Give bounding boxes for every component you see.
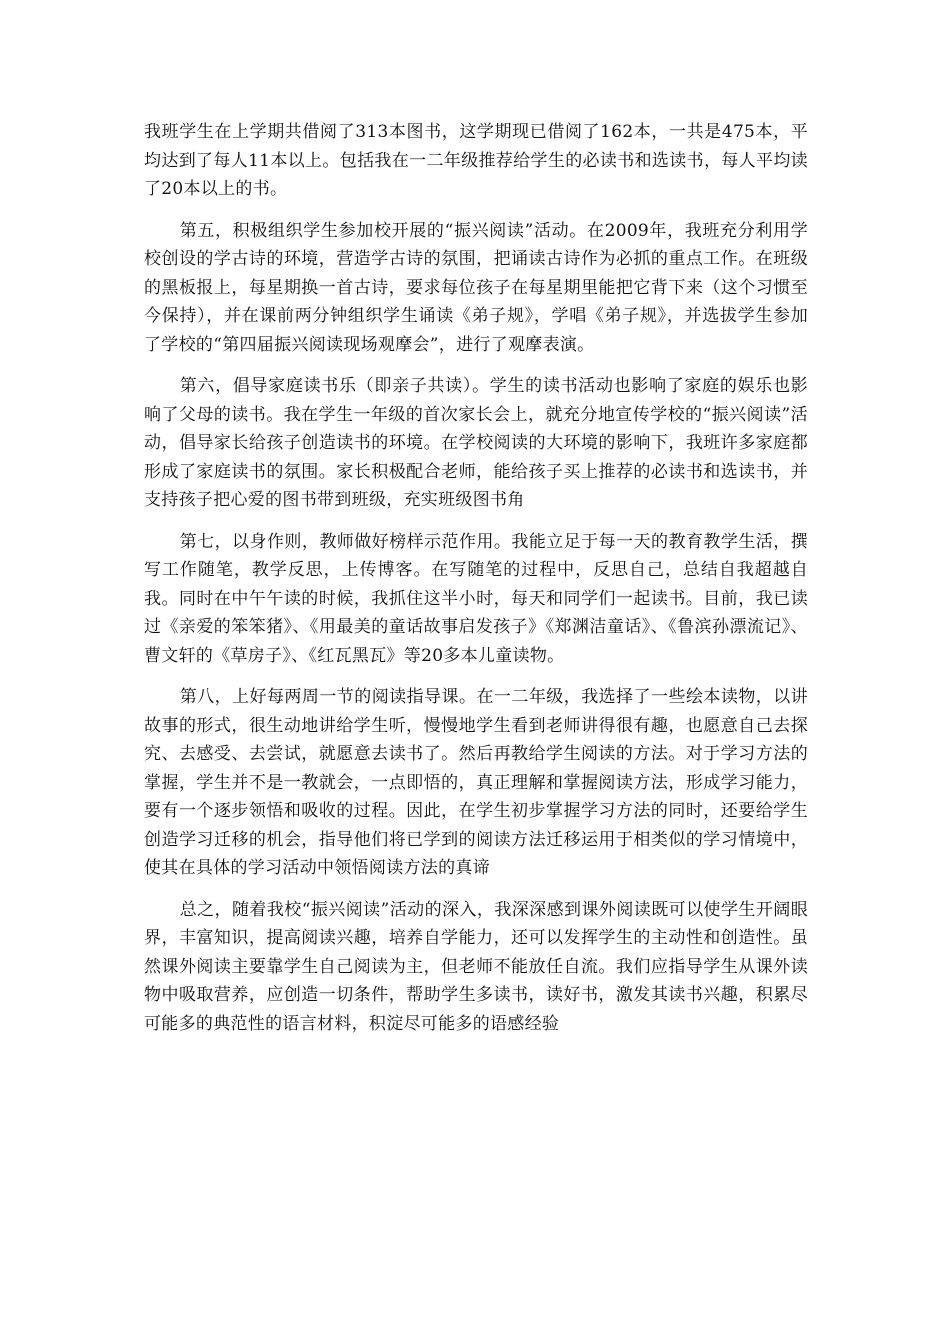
document-body (144, 118, 808, 1051)
paragraph-eighth-point: 第八，上好每两周一节的阅读指导课。在一二年级，我选择了一些绘本读物，以讲故事的形式，很生动地讲给学生听，慢慢地学生看到老师讲得很有趣，也愿意自己去探究、去感受、去尝试，就愿意去读书了。然后再教给学生阅读的方法。对于学习方法的掌握，学生并不是一教就会，一点即悟的，真正理解和掌握阅读方法，形成学习能力，要有一个逐步领悟和吸收的过程。因此，在学生初步掌握学习方法的同时，还要给学生创造学习迁移的机会，指导他们将已学到的阅读方法迁移运用于相类似的学习情境中，使其在具体的学习活动中领悟阅读方法的真谛 (144, 687, 808, 878)
paragraph-borrowing-stats: 我班学生在上学期共借阅了313本图书，这学期现已借阅了162本，一共是475本，平均达到了每人11本以上。包括我在一二年级推荐给学生的必读书和选读书，每人平均读了20本以上的书。 (144, 122, 808, 199)
paragraph-fifth-point: 第五，积极组织学生参加校开展的“振兴阅读”活动。在2009年，我班充分利用学校创设的学古诗的环境，营造学古诗的氛围，把诵读古诗作为必抓的重点工作。在班级的黑板报上，每星期换一首古诗，要求每位孩子在每星期里能把它背下来（这个习惯至今保持），并在课前两分钟组织学生诵读《弟子规》，学唱《弟子规》，并选拔学生参加了学校的“第四届振兴阅读现场观摩会”，进行了观摩表演。 (144, 220, 808, 355)
paragraph-sixth-point: 第六，倡导家庭读书乐（即亲子共读）。学生的读书活动也影响了家庭的娱乐也影响了父母的读书。我在学生一年级的首次家长会上，就充分地宣传学校的“振兴阅读”活动，倡导家长给孩子创造读书的环境。在学校阅读的大环境的影响下，我班许多家庭都形成了家庭读书的氛围。家长积极配合老师，能给孩子买上推荐的必读书和选读书，并支持孩子把心爱的图书带到班级，充实班级图书角 (144, 376, 808, 510)
paragraph-seventh-point: 第七，以身作则，教师做好榜样示范作用。我能立足于每一天的教育教学生活，撰写工作随笔，教学反思，上传博客。在写随笔的过程中，反思自己，总结自我超越自我。同时在中午午读的时候，我抓住这半小时，每天和同学们一起读书。目前，我已读过《亲爱的笨笨猪》、《用最美的童话故事启发孩子》《郑渊洁童话》、《鲁滨孙漂流记》、曹文轩的《草房子》、《红瓦黑瓦》等20多本儿童读物。 (144, 531, 808, 666)
paragraph-conclusion: 总之，随着我校“振兴阅读”活动的深入，我深深感到课外阅读既可以使学生开阔眼界，丰富知识，提高阅读兴趣，培养自学能力，还可以发挥学生的主动性和创造性。虽然课外阅读主要靠学生自己阅读为主，但老师不能放任自流。我们应指导学生从课外读物中吸取营养，应创造一切条件，帮助学生多读书，读好书，激发其读书兴趣，积累尽可能多的典范性的语言材料，积淀尽可能多的语感经验 (144, 899, 808, 1034)
